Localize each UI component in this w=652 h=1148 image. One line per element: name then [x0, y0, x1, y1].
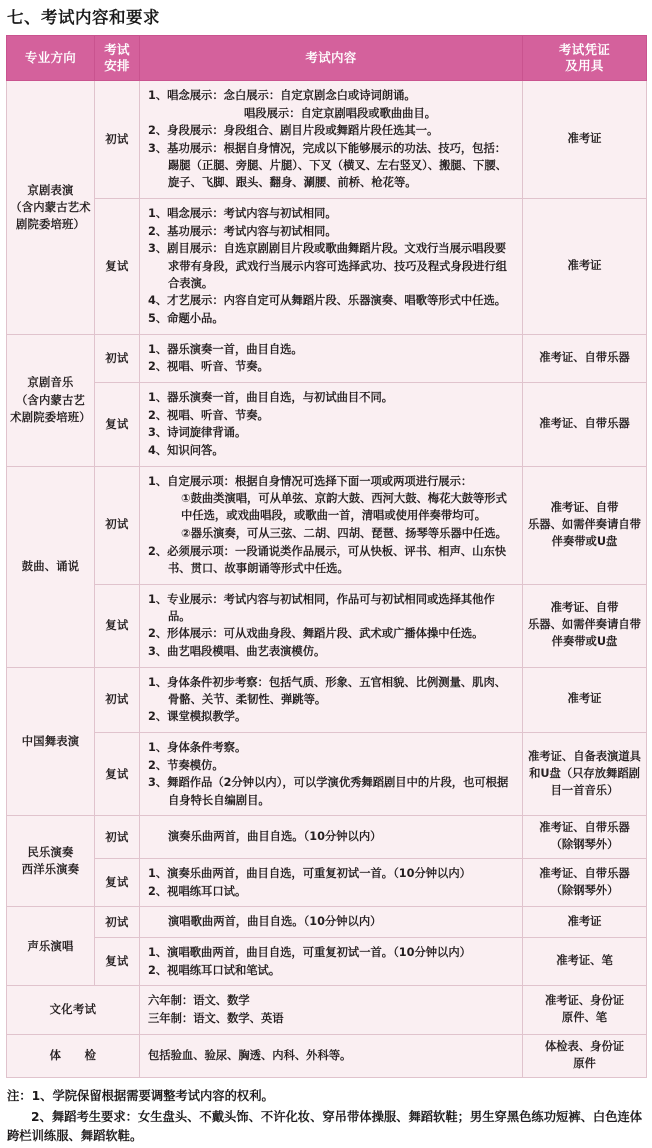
- docs-line: 准考证、身份证: [544, 994, 625, 1008]
- content-line: 1、演唱歌曲两首，曲目自选，可重复初试一首。（10分钟以内）: [148, 946, 471, 960]
- exam-content-cell: [140, 584, 523, 667]
- table-row: [7, 1034, 647, 1077]
- docs-line: 体检表、身份证: [544, 1039, 625, 1053]
- docs-line: 准考证: [567, 258, 602, 272]
- docs-line: 乐器、如需伴奏请自带: [528, 517, 641, 531]
- content-line: 1、演奏乐曲两首，曲目自选，可重复初试一首。（10分钟以内）: [148, 867, 471, 881]
- table-row: [7, 334, 647, 382]
- major-direction-cell: [7, 466, 95, 667]
- exam-stage-cell: 复试: [95, 733, 140, 816]
- content-line: 包括验血、验尿、胸透、内科、外科等。: [148, 1048, 352, 1062]
- content-line: 4、知识问答。: [148, 443, 224, 457]
- table-row: [7, 466, 647, 584]
- exam-content-cell: [140, 986, 523, 1034]
- content-line: 六年制：语文、数学: [148, 994, 250, 1008]
- exam-stage-cell: 初试: [95, 81, 140, 199]
- exam-docs-cell: [523, 986, 647, 1034]
- table-body: [7, 81, 647, 1077]
- content-line: ①鼓曲类演唱，可从单弦、京韵大鼓、西河大鼓、梅花大鼓等形式中任选，或戏曲唱段，或歌曲一首，清唱或使用伴奏带均可。: [181, 492, 507, 523]
- exam-stage-cell: 复试: [95, 938, 140, 986]
- exam-stage-cell: 初试: [95, 816, 140, 859]
- exam-content-cell: [140, 382, 523, 466]
- major-line: 剧院委培班）: [16, 217, 85, 231]
- content-line: 1、器乐演奏一首，曲目自选。: [148, 342, 303, 356]
- note-item-2-text: 2、舞蹈考生要求：女生盘头、不戴头饰、不许化妆、穿吊带体操服、舞蹈软鞋；男生穿黑色练功短裤、白色连体跨栏训练服、舞蹈软鞋。: [7, 1109, 643, 1144]
- content-line: 3、舞蹈作品（2分钟以内），可以学演优秀舞蹈剧目中的片段，也可根据自身特长自编剧目。: [148, 776, 509, 807]
- table-row: [7, 667, 647, 732]
- note-item-1: 注：1、学院保留根据需要调整考试内容的权利。: [7, 1088, 274, 1103]
- docs-line: 伴奏带或U盘: [551, 635, 618, 649]
- exam-docs-cell: [523, 938, 647, 986]
- content-line: 2、必须展示项：一段诵说类作品展示，可从快板、评书、相声、山东快书、贯口、故事朗诵等形式中任选。: [148, 544, 507, 575]
- content-line: 2、身段展示：身段组合、剧目片段或舞蹈片段任选其一。: [148, 124, 439, 138]
- major-line: 术剧院委培班）: [10, 410, 91, 424]
- content-line: ②器乐演奏，可从三弦、二胡、四胡、琵琶、扬琴等乐器中任选。: [181, 527, 507, 541]
- content-line: 1、专业展示：考试内容与初试相同，作品可与初试相同或选择其他作品。: [148, 592, 495, 623]
- notes-block: [7, 1087, 647, 1148]
- header-content: 考试内容: [140, 35, 523, 81]
- exam-docs-cell: [523, 816, 647, 859]
- header-row: [7, 35, 647, 81]
- page-title: 七、考试内容和要求: [7, 8, 160, 27]
- summary-label-cell: 文化考试: [7, 986, 140, 1034]
- exam-stage-cell: 复试: [95, 859, 140, 907]
- major-direction-cell: [7, 816, 95, 907]
- major-line: 中国舞表演: [21, 734, 80, 748]
- exam-content-cell: [140, 733, 523, 816]
- docs-line: 准考证: [567, 132, 602, 146]
- major-direction-cell: [7, 907, 95, 986]
- docs-line: 乐器、如需伴奏请自带: [528, 618, 641, 632]
- table-row: [7, 859, 647, 907]
- content-line: 2、视唱、听音、节奏。: [148, 360, 269, 374]
- header-docs: [523, 35, 647, 81]
- exam-content-cell: [140, 859, 523, 907]
- exam-docs-cell: [523, 466, 647, 584]
- docs-line: 准考证、自带: [550, 601, 619, 615]
- exam-docs-cell: [523, 667, 647, 732]
- docs-line: （除钢琴外）: [550, 838, 619, 852]
- exam-stage-cell: 复试: [95, 382, 140, 466]
- docs-line: 准考证、自带乐器: [539, 350, 630, 364]
- table-row: [7, 986, 647, 1034]
- exam-stage-cell: 复试: [95, 199, 140, 335]
- exam-content-cell: [140, 199, 523, 335]
- table-row: [7, 584, 647, 667]
- major-line: （含内蒙古艺术: [10, 200, 91, 214]
- table-row: [7, 199, 647, 335]
- major-line: （含内蒙古艺: [16, 393, 85, 407]
- content-line: 3、剧目展示：自选京剧剧目片段或歌曲舞蹈片段。文戏行当展示唱段要求带有身段，武戏行当展示内容可选择武功、技巧及程式身段进行组合表演。: [148, 242, 507, 290]
- major-line: 民乐演奏: [27, 846, 74, 860]
- major-line: 鼓曲、诵说: [21, 560, 80, 574]
- header-stage-line2: 安排: [104, 57, 130, 73]
- table-row: [7, 733, 647, 816]
- header-stage-line1: 考试: [104, 41, 130, 57]
- exam-docs-cell: [523, 733, 647, 816]
- content-line: 唱段展示：自定京剧唱段或歌曲曲目。: [244, 106, 437, 120]
- content-line: 2、形体展示：可从戏曲身段、舞蹈片段、武术或广播体操中任选。: [148, 627, 484, 641]
- exam-docs-cell: [523, 382, 647, 466]
- content-line: 三年制：语文、数学、英语: [148, 1012, 284, 1026]
- exam-docs-cell: [523, 199, 647, 335]
- docs-line: 目一首音乐）: [550, 783, 619, 797]
- docs-line: 准考证、自带: [550, 500, 619, 514]
- docs-line: 和U盘（只存放舞蹈剧: [529, 766, 640, 780]
- content-line: 2、视唱、听音、节奏。: [148, 408, 269, 422]
- content-line: 2、视唱练耳口试和笔试。: [148, 963, 281, 977]
- exam-docs-cell: [523, 584, 647, 667]
- table-row: [7, 938, 647, 986]
- table-row: [7, 382, 647, 466]
- table-row: [7, 816, 647, 859]
- docs-line: 准考证、自备表演道具: [528, 749, 641, 763]
- docs-line: 原件: [573, 1056, 596, 1070]
- content-line: 2、节奏模仿。: [148, 758, 224, 772]
- exam-stage-cell: 初试: [95, 667, 140, 732]
- major-direction-cell: [7, 334, 95, 466]
- table-row: [7, 81, 647, 199]
- summary-label-cell: 体 检: [7, 1034, 140, 1077]
- exam-requirements-table: [6, 35, 647, 1078]
- content-line: 1、器乐演奏一首，曲目自选，与初试曲目不同。: [148, 390, 394, 404]
- exam-docs-cell: [523, 334, 647, 382]
- table-header: [7, 35, 647, 81]
- exam-content-cell: [140, 816, 523, 859]
- docs-line: 准考证、自带乐器: [539, 821, 630, 835]
- exam-content-cell: [140, 907, 523, 938]
- content-line: 演奏乐曲两首，曲目自选。（10分钟以内）: [168, 830, 382, 844]
- major-line: 京剧表演: [27, 183, 74, 197]
- docs-line: 准考证: [567, 692, 602, 706]
- exam-stage-cell: 初试: [95, 466, 140, 584]
- exam-content-cell: [140, 1034, 523, 1077]
- exam-docs-cell: [523, 1034, 647, 1077]
- content-line: 3、诗词旋律背诵。: [148, 426, 247, 440]
- exam-content-cell: [140, 466, 523, 584]
- docs-line: 准考证、笔: [556, 954, 613, 968]
- major-direction-cell: [7, 667, 95, 816]
- content-line: 1、唱念展示：考试内容与初试相同。: [148, 207, 337, 221]
- content-line: 4、才艺展示：内容自定可从舞蹈片段、乐器演奏、唱歌等形式中任选。: [148, 294, 507, 308]
- table-row: [7, 907, 647, 938]
- content-line: 2、视唱练耳口试。: [148, 884, 247, 898]
- docs-line: 准考证、自带乐器: [539, 866, 630, 880]
- major-line: 京剧音乐: [27, 376, 74, 390]
- exam-content-cell: [140, 334, 523, 382]
- major-line: 西洋乐演奏: [21, 863, 80, 877]
- content-line: 3、曲艺唱段模唱、曲艺表演模仿。: [148, 645, 326, 658]
- exam-content-cell: [140, 81, 523, 199]
- docs-line: 准考证、自带乐器: [539, 416, 630, 430]
- docs-line: 伴奏带或U盘: [551, 534, 618, 548]
- content-line: 3、基功展示：根据自身情况，完成以下能够展示的功法、技巧，包括：踢腿（正腿、旁腿、片腿）、下叉（横叉、左右竖叉）、搬腿、下腰、旋子、飞脚、跟头、翻身、涮腰、前桥、枪花等。: [148, 142, 507, 190]
- header-major: 专业方向: [7, 35, 95, 81]
- exam-docs-cell: [523, 81, 647, 199]
- header-docs-line1: 考试凭证: [558, 41, 611, 57]
- content-line: 2、课堂模拟教学。: [148, 710, 247, 724]
- major-direction-cell: [7, 81, 95, 335]
- content-line: 1、自定展示项：根据自身情况可选择下面一项或两项进行展示：: [148, 474, 473, 488]
- content-line: 5、命题小品。: [148, 312, 224, 325]
- exam-stage-cell: 初试: [95, 334, 140, 382]
- exam-docs-cell: [523, 907, 647, 938]
- major-line: 声乐演唱: [27, 939, 74, 953]
- docs-line: 准考证: [567, 914, 602, 928]
- content-line: 1、唱念展示：念白展示：自定京剧念白或诗词朗诵。: [148, 89, 416, 103]
- content-line: 1、身体条件初步考察：包括气质、形象、五官相貌、比例测量、肌肉、骨骼、关节、柔韧性、弹跳等。: [148, 675, 507, 706]
- note-item-2: [7, 1108, 647, 1148]
- docs-line: （除钢琴外）: [550, 883, 619, 897]
- exam-content-cell: [140, 938, 523, 986]
- exam-content-cell: [140, 667, 523, 732]
- content-line: 演唱歌曲两首，曲目自选。（10分钟以内）: [168, 915, 382, 929]
- docs-line: 原件、笔: [561, 1011, 608, 1025]
- exam-stage-cell: 复试: [95, 584, 140, 667]
- header-docs-line2: 及用具: [565, 57, 604, 73]
- exam-docs-cell: [523, 859, 647, 907]
- exam-stage-cell: 初试: [95, 907, 140, 938]
- content-line: 2、基功展示：考试内容与初试相同。: [148, 224, 337, 238]
- content-line: 1、身体条件考察。: [148, 741, 247, 755]
- header-stage: [95, 35, 140, 81]
